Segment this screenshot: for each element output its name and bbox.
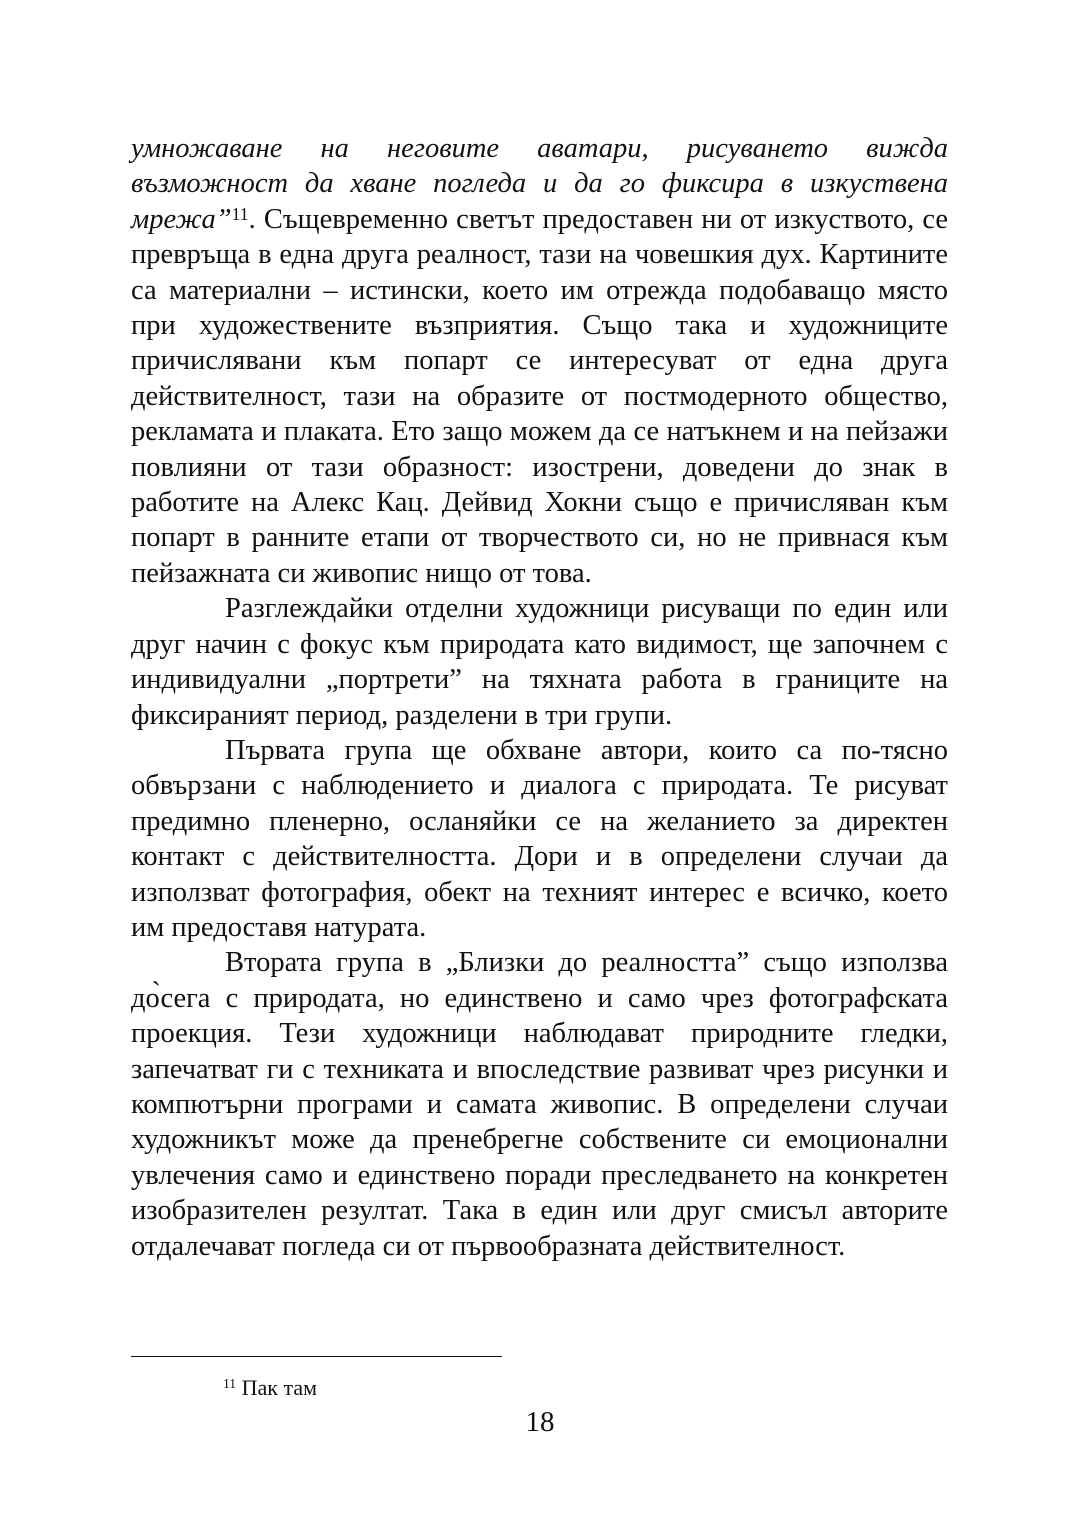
body-text — [131, 131, 948, 1264]
footnote-number: 11 — [223, 1376, 237, 1392]
footnote-text: Пак там — [236, 1375, 318, 1400]
paragraph-1-text: . Същевременно светът предоставен ни от изкуството, се превръща в една друга реалност, тази на човешкия дух. Картините са материални – истински, което им отрежда подобаващо място при художествените възприятия. Също така и художниците причислявани към попарт се интересуват от една друга действителност, тази на образите от постмодерното общество, рекламата и плаката. Ето защо можем да се натъкнем и на пейзажи повлияни от тази образност: изострени, доведени до знак в работите на Алекс Кац. Дейвид Хокни също е причисляван към попарт в ранните етапи от творчеството си, но не привнася към пейзажната си живопис нищо от това. — [131, 203, 948, 589]
paragraph-2: Разглеждайки отделни художници рисуващи по един или друг начин с фокус към природата като видимост, ще започнем с индивидуални „портрети” на тяхната работа в границите на фиксираният период, разделени в три групи. — [131, 593, 948, 731]
footnote — [223, 1375, 317, 1401]
paragraph-1 — [131, 131, 948, 591]
page-number: 18 — [525, 1406, 555, 1438]
footnote-reference: 11 — [231, 203, 249, 224]
paragraph-3: Първата група ще обхване автори, които са по-тясно обвързани с наблюдението и диалога с природата. Те рисуват предимно пленерно, осланяйки се на желанието за директен контакт с действителността. Дори и в определени случаи да използват фотография, обект на техният интерес е всичко, което им предоставя натурата. — [131, 734, 948, 943]
footnote-separator — [131, 1356, 502, 1357]
italic-quote: умножаване на неговите аватари, рисуването вижда възможност да хване погледа и да го фиксира в изкуствена мрежа” — [131, 133, 948, 235]
paragraph-4: Втората група в „Близки до реалността” също използва до̀сега с природата, но единствено и само чрез фотографската проекция. Тези художници наблюдават природните гледки, запечатват ги с техниката и впоследствие развиват чрез рисунки и компютърни програми и самата живопис. В определени случаи художникът може да пренебрегне собствените си емоционални увлечения само и единствено поради преследването на конкретен изобразителен резултат. Така в един или друг смисъл авторите отдалечават погледа си от първообразната действителност. — [131, 947, 948, 1262]
